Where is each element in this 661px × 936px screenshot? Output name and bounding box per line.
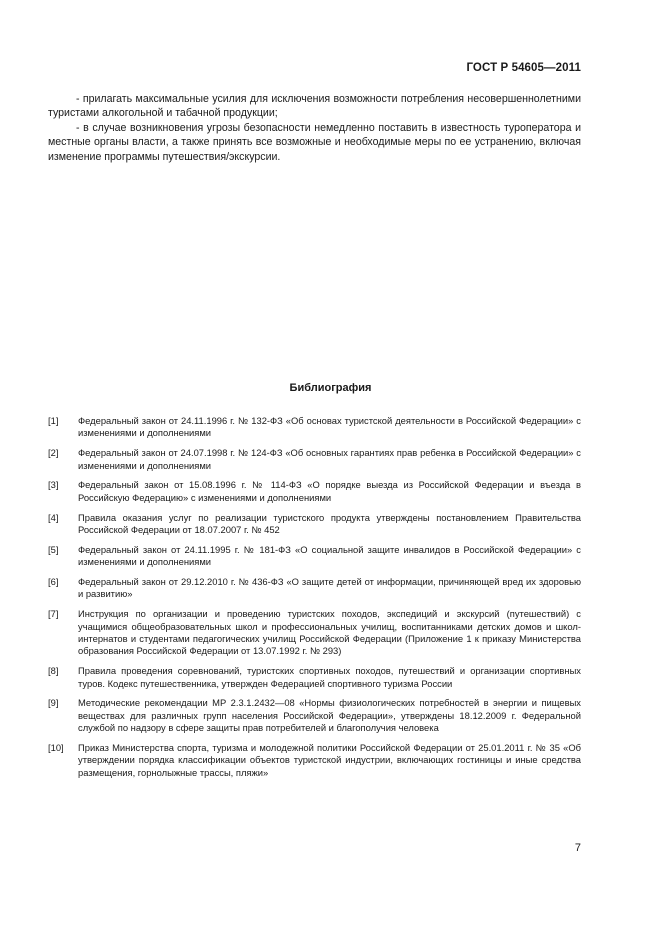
bibliography-item xyxy=(48,544,581,569)
ref-number: [2] xyxy=(48,447,59,459)
ref-number: [8] xyxy=(48,665,59,677)
intro-paragraph: - в случае возникновения угрозы безопасности немедленно поставить в известность туроператора и местные органы власти, а также принять все возможные и необходимые меры по ее устранению, включая изменение программы путешествия/экскурсии. xyxy=(48,121,581,163)
bibliography-title: Библиография xyxy=(289,382,372,394)
ref-text: Федеральный закон от 24.07.1998 г. № 124-ФЗ «Об основных гарантиях прав ребенка в Российской Федерации» с изменениями и дополнениями xyxy=(78,447,581,471)
ref-text: Правила оказания услуг по реализации туристского продукта утверждены постановлением Правительства Российской Федерации от 18.07.2007 г. № 452 xyxy=(78,511,581,536)
ref-number: [10] xyxy=(48,742,64,754)
ref-text: Федеральный закон от 15.08.1996 г. № 114-ФЗ «О порядке выезда из Российской Федерации и въезда в Российскую Федерацию» с изменениями и дополнениями xyxy=(78,479,581,503)
standard-code: ГОСТ Р 54605—2011 xyxy=(466,62,581,74)
intro-paragraph: - прилагать максимальные усилия для исключения возможности потребления несовершеннолетними туристами алкогольной и табачной продукции; xyxy=(48,93,581,120)
ref-text: Правила проведения соревнований, туристских спортивных походов, путешествий и организации спортивных туров. Кодекс путешественника, утвержден Федерацией спортивного туризма России xyxy=(78,665,581,689)
ref-number: [4] xyxy=(48,511,59,523)
ref-number: [7] xyxy=(48,608,59,620)
ref-text: Приказ Министерства спорта, туризма и молодежной политики Российской Федерации от 25.01.2011 г. № 35 «Об утверждении порядка классификации объектов туристской индустрии, включающих гостиницы и иные средства размещения, горнолыжные трассы, пляжи» xyxy=(78,742,581,778)
ref-text: Методические рекомендации МР 2.3.1.2432—08 «Нормы физиологических потребностей в энергии и пищевых веществах для различных групп населения Российской Федерации», утверждены 18.12.2009 г. Федеральной службой по надзору в сфере защиты прав потребителей и благополучия человека xyxy=(78,697,581,734)
bibliography-item xyxy=(48,576,581,601)
bibliography-item xyxy=(48,608,581,658)
ref-number: [9] xyxy=(48,697,59,709)
bibliography-item xyxy=(48,742,581,779)
ref-text: Федеральный закон от 24.11.1995 г. № 181-ФЗ «О социальной защите инвалидов в Российской Федерации» с изменениями и дополнениями xyxy=(78,543,581,568)
ref-text: Федеральный закон от 29.12.2010 г. № 436-ФЗ «О защите детей от информации, причиняющей вред их здоровью и развитию» xyxy=(78,576,581,600)
ref-number: [5] xyxy=(48,543,59,555)
bibliography-item xyxy=(48,479,581,504)
ref-number: [3] xyxy=(48,479,59,491)
bibliography-item xyxy=(48,665,581,690)
ref-number: [1] xyxy=(48,415,59,426)
bibliography-list xyxy=(48,415,581,787)
ref-text: Федеральный закон от 24.11.1996 г. № 132-ФЗ «Об основах туристской деятельности в Российской Федерации» с изменениями и дополнениями xyxy=(78,415,581,439)
intro-text xyxy=(48,92,581,164)
ref-number: [6] xyxy=(48,576,59,588)
ref-text: Инструкция по организации и проведению туристских походов, экспедиций и экскурсий (путешествий) с учащимися общеобразовательных школ и профессиональных училищ, воспитанниками детских домов и школ-интернатов и студентами педагогических училищ Российской Федерации (Приложение 1 к приказу Министерства образования Российской Федерации от 13.07.1992 г. № 293) xyxy=(78,608,581,657)
bibliography-item xyxy=(48,447,581,472)
page-number: 7 xyxy=(574,842,581,854)
bibliography-item xyxy=(48,697,581,734)
bibliography-item xyxy=(48,512,581,537)
bibliography-item xyxy=(48,415,581,440)
